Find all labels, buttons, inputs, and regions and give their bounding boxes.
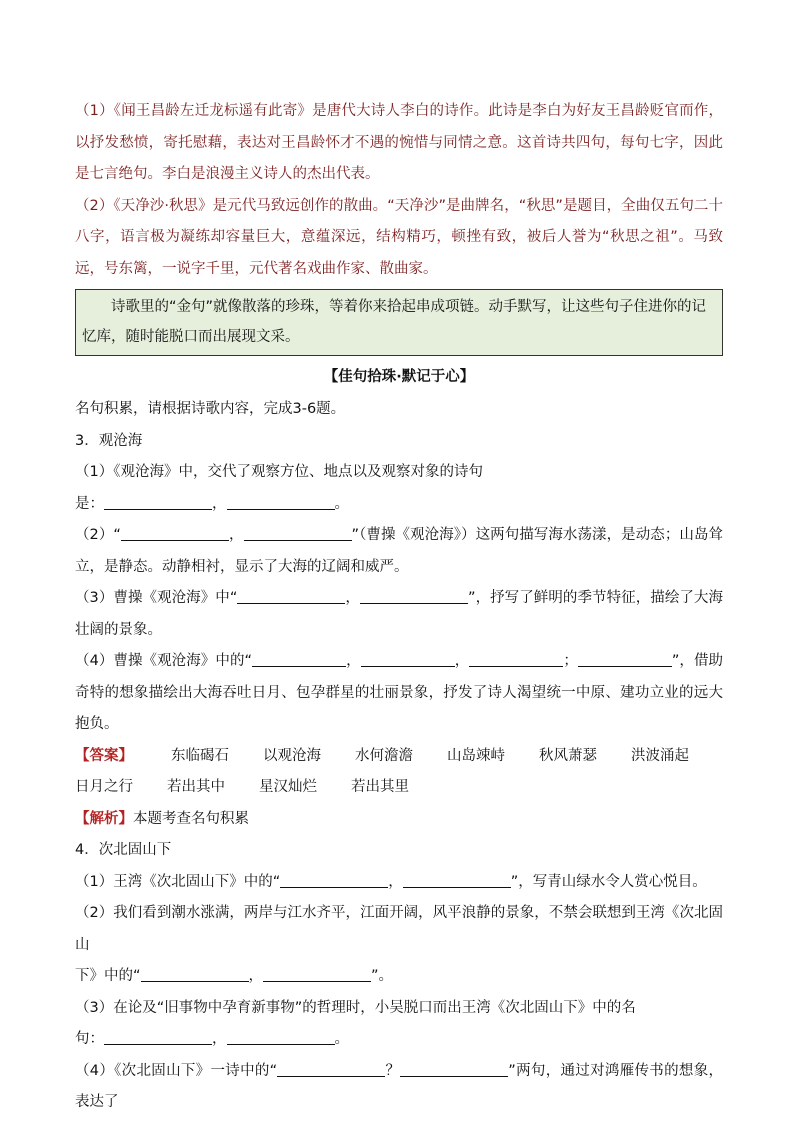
question-3-4 — [75, 646, 723, 741]
text-segment: （1）王湾《次北固山下》中的“ — [75, 873, 281, 890]
question-3-2 — [75, 520, 723, 583]
text-segment: ”，借助奇特的想象描绘出大海吞吐日月、包孕群星的壮丽景象，抒发了诗人渴望统一中原、建功立业的远大抱负。 — [75, 653, 724, 732]
answer-blank[interactable] — [361, 652, 455, 668]
answer-item: 以观沧海 — [263, 747, 321, 764]
document-page — [75, 96, 723, 1119]
question-4-3-blanks — [75, 1024, 723, 1056]
answer-item: 水何澹澹 — [355, 747, 413, 764]
text-segment: ， — [346, 653, 361, 669]
answer-blank[interactable] — [252, 652, 346, 668]
answer-item: 若出其里 — [351, 779, 409, 795]
text-segment: ， — [388, 873, 403, 890]
answer-blank[interactable] — [277, 1061, 385, 1077]
answer-blank[interactable] — [141, 967, 249, 983]
text-segment: 。 — [334, 495, 349, 512]
answer-item: 日月之行 — [75, 779, 133, 795]
answer-blank[interactable] — [578, 652, 672, 668]
answer-blank[interactable] — [400, 1061, 508, 1077]
tip-text: 诗歌里的“金句”就像散落的珍珠，等着你来拾起串成项链。动手默写，让这些句子住进你的记忆库，随时能脱口而出展现文采。 — [82, 299, 707, 345]
text-segment: ”两句，通过对鸿雁传书的想象，表达了 — [75, 1062, 724, 1110]
answer-blank[interactable] — [104, 494, 212, 510]
text-segment: ”，抒写了鲜明的季节特征，描绘了大海壮阔的景象。 — [75, 590, 723, 638]
tip-box — [75, 289, 723, 356]
answer-blank[interactable] — [360, 589, 468, 605]
text-segment: 句： — [75, 1031, 104, 1047]
answer-row-2 — [75, 772, 723, 804]
question-3-1-blanks — [75, 489, 723, 521]
text-segment: ？ — [385, 1062, 401, 1079]
text-segment: （3）曹操《观沧海》中“ — [75, 590, 238, 606]
analysis-label: 【解析】 — [75, 810, 133, 827]
answer-blank[interactable] — [227, 494, 335, 510]
question-4-2-blanks — [75, 961, 723, 993]
text-segment: ， — [212, 495, 227, 512]
answer-item: 星汉灿烂 — [259, 779, 317, 795]
answer-item: 山岛竦峙 — [447, 747, 505, 764]
text-segment: ， — [228, 527, 244, 543]
intro-paragraph-2: （2）《天净沙·秋思》是元代马致远创作的散曲。“天净沙”是曲牌名，“秋思”是题目，全曲仅五句二十八字，语言极为凝练却容量巨大，意蕴深远，结构精巧，顿挫有致，被后人誉为“秋思之祖”。马致远，号东篱，一说字千里，元代著名戏曲作家、散曲家。 — [75, 197, 723, 277]
answer-blank[interactable] — [104, 1030, 212, 1046]
answer-item: 洪波涌起 — [631, 747, 689, 764]
question-3-title: 3．观沧海 — [75, 432, 143, 449]
text-segment: （2）“ — [75, 527, 121, 543]
text-segment: ”（曹操《观沧海》）这两句描写海水荡漾，是动态；山岛耸立，是静态。动静相衬，显示了大海的辽阔和威严。 — [75, 527, 723, 575]
text-segment: ， — [248, 968, 264, 984]
answer-blank[interactable] — [469, 652, 563, 668]
answer-row-1 — [75, 741, 723, 773]
question-3-1-text: （1）《观沧海》中，交代了观察方位、地点以及观察对象的诗句 — [75, 464, 483, 480]
text-segment: ”。 — [371, 968, 394, 984]
answer-label: 【答案】 — [75, 747, 133, 764]
answer-blank[interactable] — [403, 872, 511, 888]
answer-blank[interactable] — [121, 526, 229, 542]
text-segment: （4）曹操《观沧海》中的“ — [75, 653, 253, 669]
answer-blank[interactable] — [227, 1030, 335, 1046]
question-4-title: 4．次北固山下 — [75, 842, 172, 858]
answer-item: 东临碣石 — [171, 747, 229, 764]
text-segment: 下》中的“ — [75, 968, 141, 984]
answer-blank[interactable] — [244, 526, 352, 542]
text-segment: ， — [345, 590, 360, 606]
text-segment: 。 — [334, 1031, 349, 1047]
answer-item: 若出其中 — [167, 779, 225, 795]
instruction-text: 名句积累，请根据诗歌内容，完成3-6题。 — [75, 401, 346, 417]
analysis-row — [75, 804, 723, 836]
question-4-2-text: （2）我们看到潮水涨满，两岸与江水齐平，江面开阔，风平浪静的景象，不禁会联想到王湾《次北固山 — [75, 905, 723, 953]
answer-blank[interactable] — [280, 872, 388, 888]
answer-blank[interactable] — [237, 589, 345, 605]
question-3-3 — [75, 583, 723, 646]
text-segment: ， — [212, 1031, 227, 1047]
text-segment: ； — [563, 653, 578, 669]
question-4-3-text: （3）在论及“旧事物中孕育新事物”的哲理时，小吴脱口而出王湾《次北固山下》中的名 — [75, 999, 636, 1016]
text-segment: 是： — [75, 495, 104, 512]
intro-paragraph-1: （1）《闻王昌龄左迁龙标遥有此寄》是唐代大诗人李白的诗作。此诗是李白为好友王昌龄贬官而作，以抒发愁愤，寄托慰藉，表达对王昌龄怀才不遇的惋惜与同情之意。这首诗共四句，每句七字，因此是七言绝句。李白是浪漫主义诗人的杰出代表。 — [75, 103, 723, 182]
answer-blank[interactable] — [263, 967, 371, 983]
section-title: 【佳句拾珠·默记于心】 — [323, 369, 475, 385]
text-segment: （4）《次北固山下》一诗中的“ — [75, 1062, 278, 1079]
question-4-4 — [75, 1056, 723, 1119]
text-segment: ， — [454, 653, 470, 669]
analysis-text: 本题考查名句积累 — [133, 810, 249, 827]
text-segment: ”，写青山绿水令人赏心悦目。 — [510, 873, 707, 890]
question-4-1 — [75, 867, 723, 899]
answer-item: 秋风萧瑟 — [539, 747, 597, 764]
